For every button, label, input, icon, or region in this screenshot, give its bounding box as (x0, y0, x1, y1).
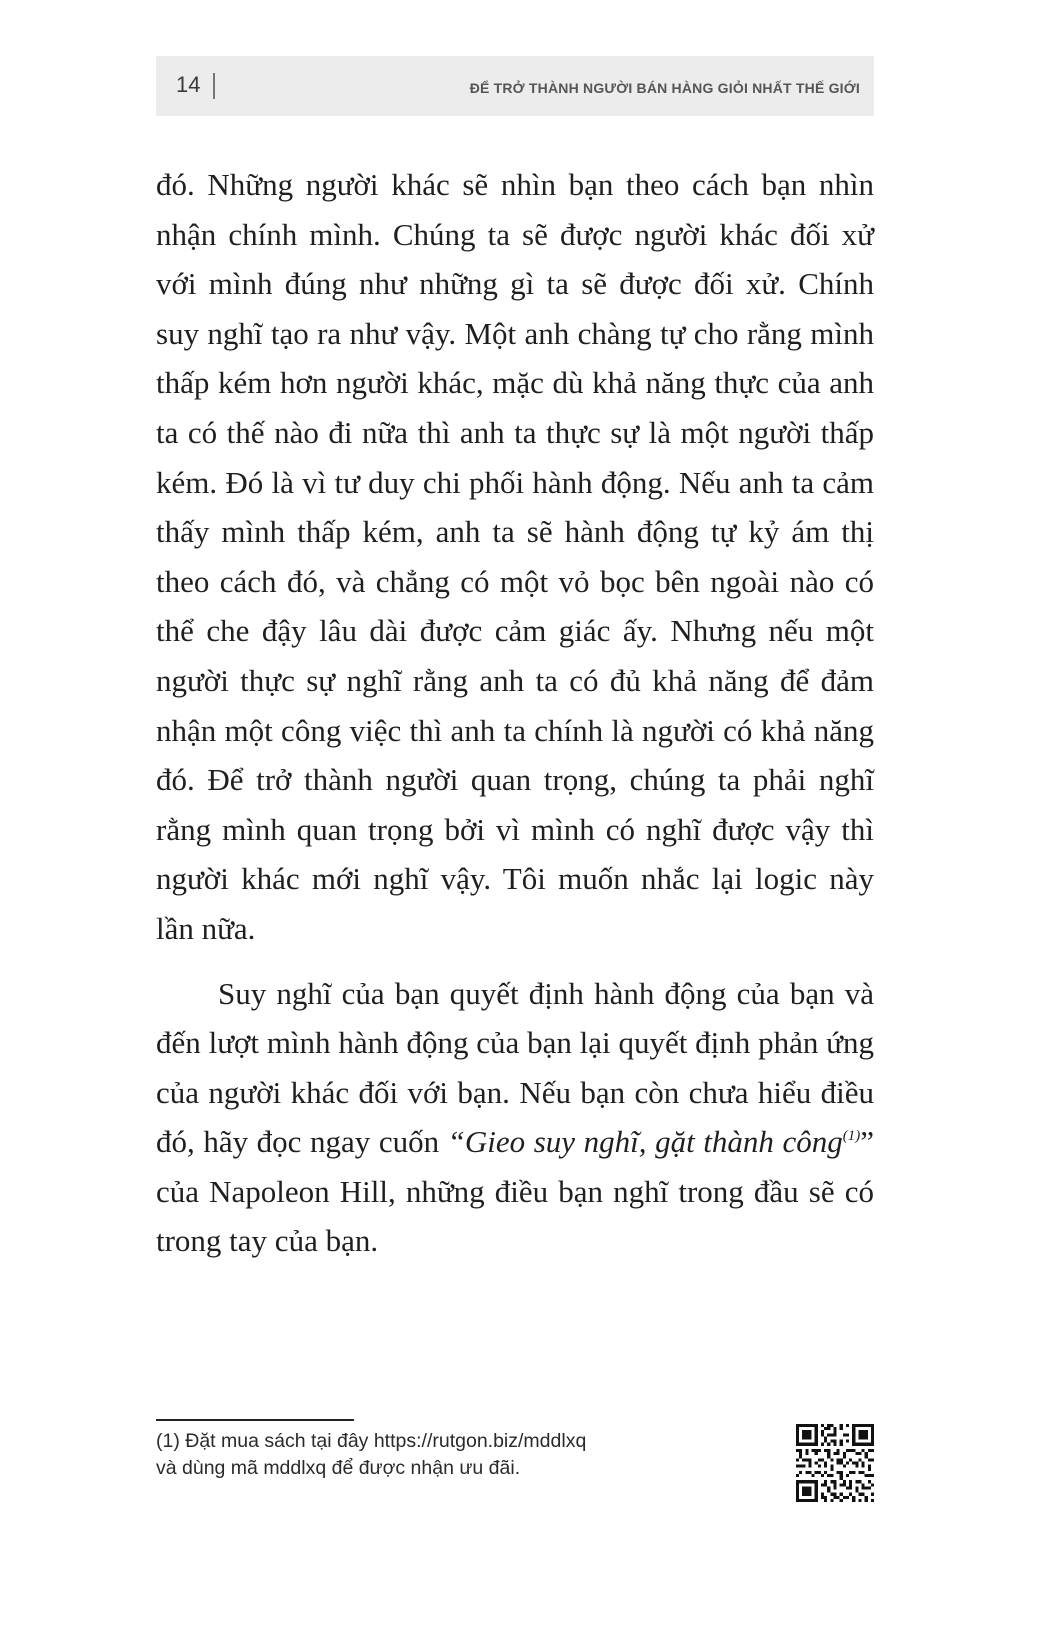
book-title-text: “Gieo suy nghĩ, gặt thành công (447, 1124, 843, 1160)
paragraph-2-start: Suy nghĩ của bạn quyết định hành động của bạn và đến lượt mình hành động của bạn lại quyết định phản ứng của người khác đối với bạn. Nếu bạn còn chưa hiểu điều đó, hãy đọc ngay cuốn (156, 975, 874, 1160)
running-header (156, 56, 874, 116)
book-title (448, 1124, 861, 1159)
footnote-divider (156, 1419, 354, 1421)
paragraph-2 (156, 969, 874, 1267)
header-divider (213, 73, 215, 99)
page-number: 14 (176, 72, 201, 97)
footnote (156, 1428, 676, 1482)
footnote-marker[interactable]: (1) (842, 1128, 861, 1145)
qr-code-icon[interactable] (796, 1424, 874, 1502)
book-title-close: ” (860, 1124, 874, 1160)
body-text (156, 160, 874, 1266)
paragraph-2-end: của Napoleon Hill, những điều bạn nghĩ trong đầu sẽ có trong tay của bạn. (156, 1173, 874, 1259)
running-title: ĐỂ TRỞ THÀNH NGƯỜI BÁN HÀNG GIỎI NHẤT THẾ GIỚI (469, 80, 860, 96)
footnote-line-2: và dùng mã mddlxq để được nhận ưu đãi. (156, 1457, 521, 1479)
footnote-line-1: (1) Đặt mua sách tại đây https://rutgon.biz/mddlxq (156, 1430, 587, 1452)
paragraph-1: đó. Những người khác sẽ nhìn bạn theo cách bạn nhìn nhận chính mình. Chúng ta sẽ được người khác đối xử với mình đúng như những gì ta sẽ được đối xử. Chính suy nghĩ tạo ra như vậy. Một anh chàng tự cho rằng mình thấp kém hơn người khác, mặc dù khả năng thực của anh ta có thế nào đi nữa thì anh ta thực sự là một người thấp kém. Đó là vì tư duy chi phối hành động. Nếu anh ta cảm thấy mình thấp kém, anh ta sẽ hành động tự kỷ ám thị theo cách đó, và chẳng có một vỏ bọc bên ngoài nào có thể che đậy lâu dài được cảm giác ấy. Nhưng nếu một người thực sự nghĩ rằng anh ta có đủ khả năng để đảm nhận một công việc thì anh ta chính là người có khả năng đó. Để trở thành người quan trọng, chúng ta phải nghĩ rằng mình quan trọng bởi vì mình có nghĩ được vậy thì người khác mới nghĩ vậy. Tôi muốn nhắc lại logic này lần nữa. (156, 167, 874, 946)
